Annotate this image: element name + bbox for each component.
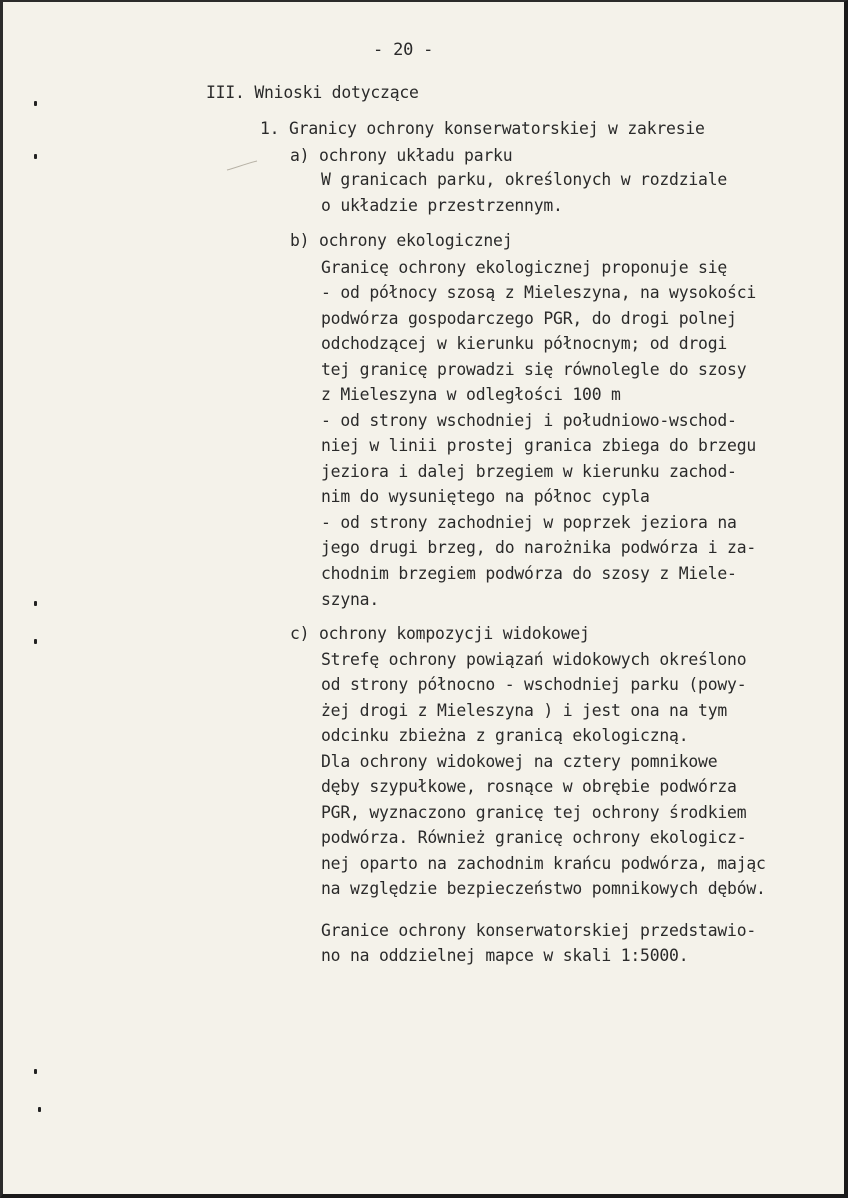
subsection-c-line: żej drogi z Mieleszyna ) i jest ona na tym bbox=[321, 701, 728, 720]
subsection-b-line: - od strony wschodniej i południowo-wschod- bbox=[321, 411, 737, 430]
subsection-c-line: Dla ochrony widokowej na cztery pomnikowe bbox=[321, 752, 718, 771]
subsection-b-line: nim do wysuniętego na północ cypla bbox=[321, 487, 650, 506]
subsection-a-line: W granicach parku, określonych w rozdziale bbox=[321, 170, 728, 189]
subsection-b-line: Granicę ochrony ekologicznej proponuje się bbox=[321, 258, 728, 277]
closing-line: Granice ochrony konserwatorskiej przedstawio- bbox=[321, 921, 757, 940]
subsection-c-line: na względzie bezpieczeństwo pomnikowych dębów. bbox=[321, 879, 766, 898]
subsection-b-line: jeziora i dalej brzegiem w kierunku zachod- bbox=[321, 462, 737, 481]
margin-speck bbox=[38, 1107, 41, 1112]
subsection-b-line: chodnim brzegiem podwórza do szosy z Miele- bbox=[321, 564, 737, 583]
subsection-b-line: podwórza gospodarczego PGR, do drogi polnej bbox=[321, 309, 737, 328]
subsection-a-line: o układzie przestrzennym. bbox=[321, 196, 563, 215]
subsection-a-heading: a) ochrony układu parku bbox=[290, 146, 513, 165]
subsection-c-line: odcinku zbieżna z granicą ekologiczną. bbox=[321, 726, 689, 745]
subsection-c-line: od strony północno - wschodniej parku (powy- bbox=[321, 675, 747, 694]
pencil-mark bbox=[225, 160, 259, 172]
page-number: - 20 - bbox=[373, 40, 434, 60]
subsection-b-line: - od północy szosą z Mieleszyna, na wysokości bbox=[321, 283, 757, 302]
subsection-c-line: dęby szypułkowe, rosnące w obrębie podwórza bbox=[321, 777, 737, 796]
margin-speck bbox=[34, 154, 37, 159]
point-heading: 1. Granicy ochrony konserwatorskiej w zakresie bbox=[260, 119, 705, 138]
subsection-b-line: jego drugi brzeg, do narożnika podwórza i za- bbox=[321, 538, 757, 557]
subsection-b-line: z Mieleszyna w odległości 100 m bbox=[321, 385, 621, 404]
subsection-c-line: Strefę ochrony powiązań widokowych określono bbox=[321, 650, 747, 669]
subsection-c-line: PGR, wyznaczono granicę tej ochrony środkiem bbox=[321, 803, 747, 822]
margin-speck bbox=[34, 101, 37, 106]
subsection-b-line: szyna. bbox=[321, 590, 380, 609]
subsection-b-line: - od strony zachodniej w poprzek jeziora na bbox=[321, 513, 737, 532]
section-heading: III. Wnioski dotyczące bbox=[206, 83, 419, 102]
margin-speck bbox=[34, 601, 37, 606]
margin-speck bbox=[34, 1069, 37, 1074]
subsection-c-heading: c) ochrony kompozycji widokowej bbox=[290, 624, 590, 643]
subsection-c-line: nej oparto na zachodnim krańcu podwórza, mając bbox=[321, 854, 766, 873]
subsection-b-line: odchodzącej w kierunku północnym; od drogi bbox=[321, 334, 728, 353]
closing-line: no na oddzielnej mapce w skali 1:5000. bbox=[321, 946, 689, 965]
margin-speck bbox=[34, 639, 37, 644]
subsection-b-line: niej w linii prostej granica zbiega do brzegu bbox=[321, 436, 757, 455]
subsection-c-line: podwórza. Również granicę ochrony ekologicz- bbox=[321, 828, 747, 847]
subsection-b-heading: b) ochrony ekologicznej bbox=[290, 231, 513, 250]
subsection-b-line: tej granicę prowadzi się równolegle do szosy bbox=[321, 360, 747, 379]
